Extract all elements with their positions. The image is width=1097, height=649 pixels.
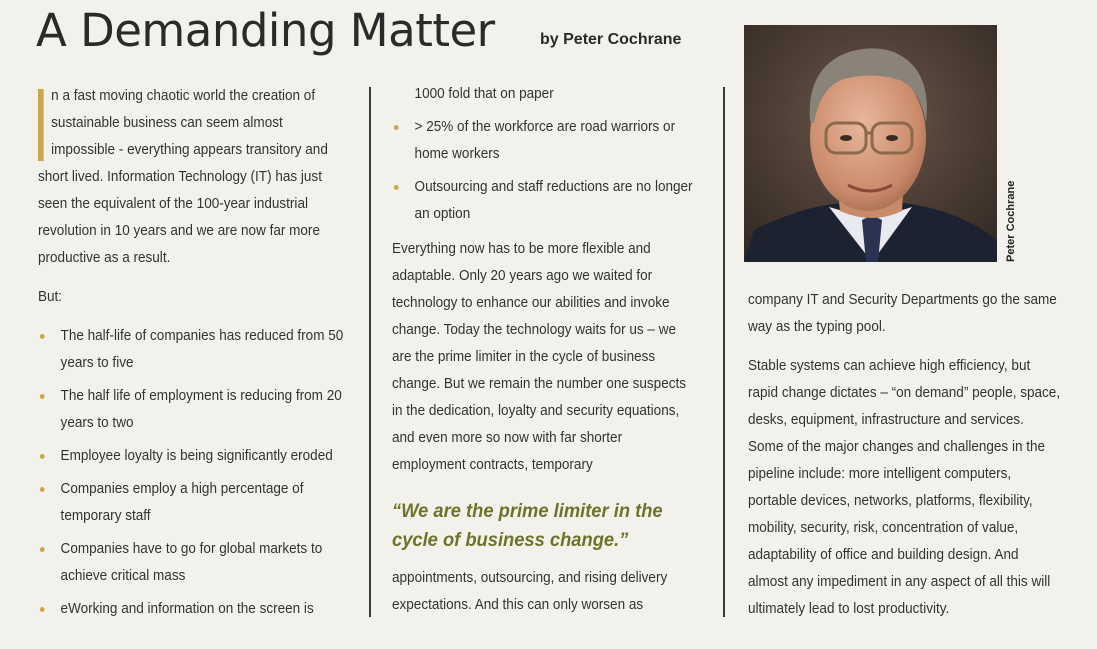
- bullet-dot-icon: [40, 334, 45, 339]
- list-item: Employee loyalty is being significantly eroded: [38, 443, 350, 470]
- body-paragraph: Everything now has to be more flexible and adaptable. Only 20 years ago we waited for technology to enhance our abilities and invoke change. Today the technology waits for us – we are the prime limiter in the cycle of business change. But we remain the number one suspects in the dedication, loyalty and security equations, and even more so now with far shorter employment contracts, temporary: [392, 241, 687, 473]
- bullet-dot-icon: [40, 487, 45, 492]
- article-byline: by Peter Cochrane: [540, 31, 682, 48]
- body-paragraph: Stable systems can achieve high efficiency, but rapid change dictates – “on demand” people, space, desks, equipment, infrastructure and services. Some of the major changes and challenges in the pipeline include: more intelligent computers, portable devices, networks, platforms, flexibility, mobility, security, risk, concentration of value, adaptability of office and building design. And almost any impediment in any aspect of all this will ultimately lead to lost productivity.: [748, 358, 1061, 617]
- body-paragraph: company IT and Security Departments go the same way as the typing pool.: [748, 292, 1057, 335]
- bullet-dot-icon: [394, 185, 399, 190]
- portrait-image: [744, 25, 997, 262]
- column-divider: [723, 87, 725, 617]
- bullet-list-1: [38, 323, 350, 623]
- list-item: Outsourcing and staff reductions are no longer an option: [392, 174, 695, 228]
- bullet-dot-icon: [40, 454, 45, 459]
- article-title: A Demanding Matter: [36, 4, 495, 57]
- list-item: The half-life of companies has reduced from 50 years to five: [38, 323, 350, 377]
- bullet-dot-icon: [40, 394, 45, 399]
- intro-paragraph: [38, 83, 350, 272]
- bullet-dot-icon: [394, 125, 399, 130]
- but-label: But:: [38, 289, 63, 305]
- column-2: [392, 81, 695, 631]
- photo-caption: Peter Cochrane: [1005, 180, 1017, 262]
- pull-quote: “We are the prime limiter in the cycle of business change.”: [392, 500, 663, 551]
- bullet-dot-icon: [40, 607, 45, 612]
- list-item: Companies employ a high percentage of temporary staff: [38, 476, 350, 530]
- list-item: The half life of employment is reducing from 20 years to two: [38, 383, 350, 437]
- drop-cap: [38, 89, 44, 161]
- author-photo: [744, 25, 997, 262]
- list-item: > 25% of the workforce are road warriors or home workers: [392, 114, 695, 168]
- body-paragraph: appointments, outsourcing, and rising delivery expectations. And this can only worsen as: [392, 570, 668, 613]
- column-3: [748, 287, 1060, 635]
- intro-text: n a fast moving chaotic world the creation of sustainable business can seem almost impossible - everything appears transitory and short lived. Information Technology (IT) has just seen the equivalent of the 100-year industrial revolution in 10 years and we are now far more productive as a result.: [38, 88, 328, 266]
- bullet-dot-icon: [40, 547, 45, 552]
- list-item: eWorking and information on the screen is: [38, 596, 350, 623]
- list-item: Companies have to go for global markets to achieve critical mass: [38, 536, 350, 590]
- column-divider: [369, 87, 371, 617]
- bullet-continuation: 1000 fold that on paper: [414, 86, 554, 102]
- column-1: [38, 83, 350, 631]
- bullet-list-2: [392, 114, 695, 228]
